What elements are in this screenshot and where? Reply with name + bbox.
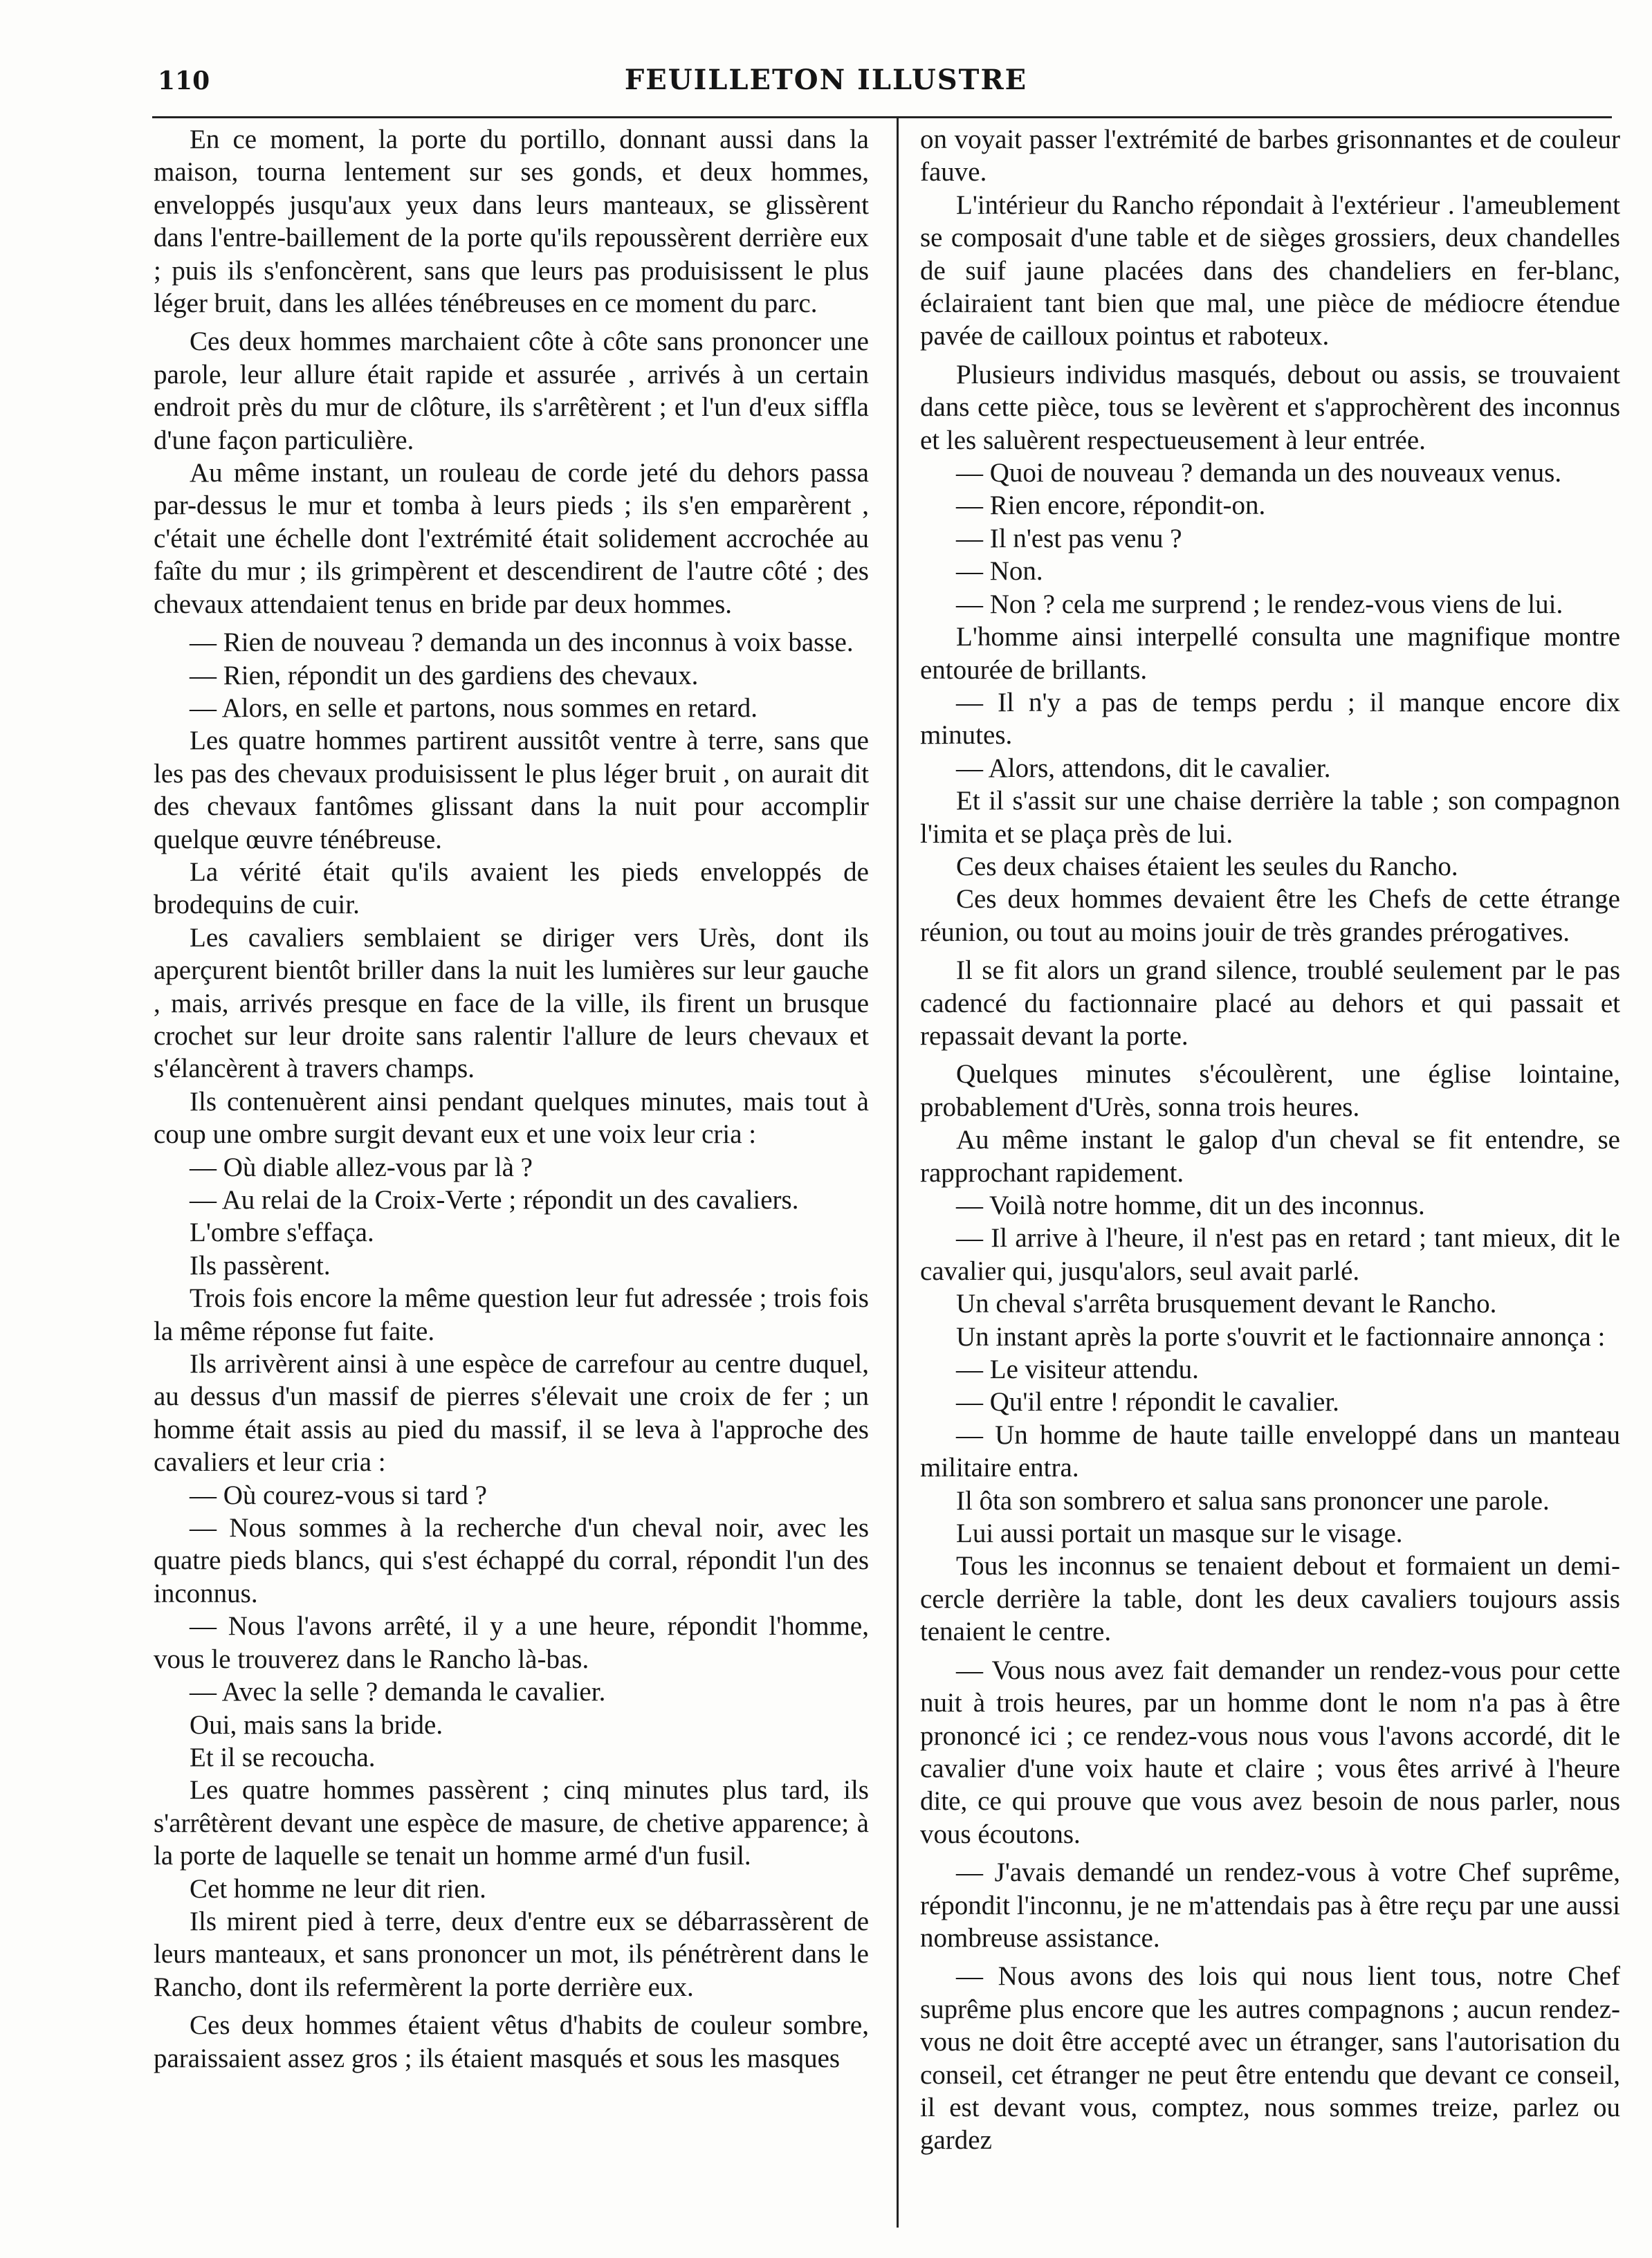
paragraph: — Nous sommes à la recherche d'un cheval noir, avec les quatre pieds blancs, qui s'est échappé du corral, répondit l'un des inconnus. xyxy=(154,1513,869,1608)
paragraph: — Il n'y a pas de temps perdu ; il manque encore dix minutes. xyxy=(920,687,1620,751)
paragraph: Trois fois encore la même question leur fut adressée ; trois fois la même réponse fut faite. xyxy=(154,1283,869,1346)
paragraph: — Qu'il entre ! répondit le cavalier. xyxy=(956,1387,1339,1417)
page-title: FEUILLETON ILLUSTRE xyxy=(624,64,1028,96)
paragraph: Un cheval s'arrêta brusquement devant le Rancho. xyxy=(956,1289,1497,1319)
paragraph: Les quatre hommes partirent aussitôt ventre à terre, sans que les pas des chevaux produisissent le plus léger bruit , on aurait dit des chevaux fantômes glissant dans la nuit pour accomplir quelque œuvre ténébreuse. xyxy=(154,726,869,854)
page-number: 110 xyxy=(158,66,210,95)
paragraph: Tous les inconnus se tenaient debout et formaient un demi-cercle derrière la table, dont les deux cavaliers toujours assis tenaient le centre. xyxy=(920,1551,1620,1647)
paragraph: Les cavaliers semblaient se diriger vers Urès, dont ils aperçurent bientôt briller dans la nuit les lumières sur leur gauche , mais, arrivés presque en face de la ville, ils firent un brusque crochet sur leur droite sans ralentir l'allure de leurs chevaux et s'élancèrent à travers champs. xyxy=(154,922,869,1084)
paragraph: Au même instant, un rouleau de corde jeté du dehors passa par-dessus le mur et tomba à leurs pieds ; ils s'en emparèrent , c'était une échelle dont l'extrémité était solidement accrochée au faîte du mur ; ils grimpèrent et descendirent de l'autre côté ; des chevaux attendaient tenus en bride par deux hommes. xyxy=(154,458,869,619)
paragraph: — Il arrive à l'heure, il n'est pas en retard ; tant mieux, dit le cavalier qui, jusqu'alors, seul avait parlé. xyxy=(920,1223,1620,1286)
paragraph: Ces deux hommes marchaient côte à côte sans prononcer une parole, leur allure était rapide et assurée , arrivés à un certain endroit près du mur de clôture, ils s'arrêtèrent ; et l'un d'eux siffla d'une façon particulière. xyxy=(154,327,869,455)
paragraph: L'homme ainsi interpellé consulta une magnifique montre entourée de brillants. xyxy=(920,622,1620,685)
paragraph: — Au relai de la Croix-Verte ; répondit un des cavaliers. xyxy=(190,1185,799,1215)
paragraph: Lui aussi portait un masque sur le visage. xyxy=(956,1518,1403,1549)
paragraph: Plusieurs individus masqués, debout ou assis, se trouvaient dans cette pièce, tous se levèrent et s'approchèrent des inconnus et les saluèrent respectueusement à leur entrée. xyxy=(920,359,1620,455)
paragraph: on voyait passer l'extrémité de barbes grisonnantes et de couleur fauve. xyxy=(920,125,1620,187)
paragraph: — Le visiteur attendu. xyxy=(956,1355,1199,1385)
paragraph: — Voilà notre homme, dit un des inconnus. xyxy=(956,1191,1425,1220)
paragraph: Quelques minutes s'écoulèrent, une église lointaine, probablement d'Urès, sonna trois heures. xyxy=(920,1059,1620,1122)
right-column xyxy=(920,123,1620,2226)
paragraph: Ils mirent pied à terre, deux d'entre eux se débarrassèrent de leurs manteaux, et sans prononcer un mot, ils pénétrèrent dans le Rancho, dont ils refermèrent la porte derrière eux. xyxy=(154,1906,869,2002)
paragraph: — Où diable allez-vous par là ? xyxy=(190,1152,533,1182)
paragraph: — Nous avons des lois qui nous lient tous, notre Chef suprême plus encore que les autres compagnons ; aucun rendez-vous ne doit être accepté avec un étranger, sans l'autorisation du conseil, cet étranger ne peut être entendu que devant ce conseil, il est devant vous, comptez, nous sommes treize, parlez ou gardez xyxy=(920,1961,1620,2156)
paragraph: — Quoi de nouveau ? demanda un des nouveaux venus. xyxy=(956,458,1562,488)
paragraph: Et il se recoucha. xyxy=(190,1742,376,1772)
paragraph: Et il s'assit sur une chaise derrière la table ; son compagnon l'imita et se plaça près de lui. xyxy=(920,786,1620,849)
paragraph: En ce moment, la porte du portillo, donnant aussi dans la maison, tourna lentement sur ses gonds, et deux hommes, enveloppés jusqu'aux yeux dans leurs manteaux, se glissèrent dans l'entre-baillement de la porte qu'ils repoussèrent derrière eux ; puis ils s'enfoncèrent, sans que leurs pas produisissent le plus léger bruit, dans les allées ténébreuses en ce moment du parc. xyxy=(154,125,869,319)
paragraph: Ils arrivèrent ainsi à une espèce de carrefour au centre duquel, au dessus d'un massif de pierres s'élevait une croix de fer ; un homme était assis au pied du massif, il se leva à l'approche des cavaliers et leur cria : xyxy=(154,1349,869,1478)
paragraph: L'intérieur du Rancho répondait à l'extérieur . l'ameublement se composait d'une table et de sièges grossiers, deux chandelles de suif jaune placées dans des chandeliers en fer-blanc, éclairaient tant bien que mal, une pièce de médiocre étendue pavée de cailloux pointus et raboteux. xyxy=(920,190,1620,351)
paragraph: — Il n'est pas venu ? xyxy=(956,523,1182,553)
paragraph: Au même instant le galop d'un cheval se fit entendre, se rapprochant rapidement. xyxy=(920,1125,1620,1188)
column-divider xyxy=(897,118,899,2228)
paragraph: La vérité était qu'ils avaient les pieds enveloppés de brodequins de cuir. xyxy=(154,856,869,920)
paragraph: — Rien de nouveau ? demanda un des inconnus à voix basse. xyxy=(190,627,854,658)
paragraph: Oui, mais sans la bride. xyxy=(190,1709,443,1740)
left-column xyxy=(154,123,869,2226)
paragraph: — J'avais demandé un rendez-vous à votre Chef suprême, répondit l'inconnu, je ne m'attendais pas à être reçu par une aussi nombreuse assistance. xyxy=(920,1857,1620,1953)
paragraph: — Rien encore, répondit-on. xyxy=(956,490,1266,521)
paragraph: — Nous l'avons arrêté, il y a une heure, répondit l'homme, vous le trouverez dans le Rancho là-bas. xyxy=(154,1611,869,1674)
header-rule xyxy=(152,116,1612,118)
paragraph: Un instant après la porte s'ouvrit et le factionnaire annonça : xyxy=(956,1321,1606,1352)
paragraph: — Où courez-vous si tard ? xyxy=(190,1480,487,1510)
paragraph: L'ombre s'effaça. xyxy=(190,1218,374,1248)
paragraph: Ces deux hommes devaient être les Chefs de cette étrange réunion, ou tout au moins jouir de très grandes prérogatives. xyxy=(920,884,1620,947)
paragraph: Ils contenuèrent ainsi pendant quelques minutes, mais tout à coup une ombre surgit devant eux et une voix leur cria : xyxy=(154,1086,869,1150)
paragraph: — Alors, en selle et partons, nous sommes en retard. xyxy=(190,692,758,723)
paragraph: Ils passèrent. xyxy=(190,1250,331,1281)
paragraph: Cet homme ne leur dit rien. xyxy=(190,1873,486,1904)
paragraph: Il se fit alors un grand silence, troublé seulement par le pas cadencé du factionnaire placé au dehors et qui passait et repassait devant la porte. xyxy=(920,955,1620,1051)
paragraph: — Rien, répondit un des gardiens des chevaux. xyxy=(190,660,699,690)
paragraph: — Non. xyxy=(956,556,1043,587)
paragraph: — Alors, attendons, dit le cavalier. xyxy=(956,753,1331,783)
paragraph: — Vous nous avez fait demander un rendez-vous pour cette nuit à trois heures, par un homme dont le nom n'a pas à être prononcé ici ; ce rendez-vous nous vous l'avons accordé, dit le cavalier d'une voix haute et claire ; vous êtes arrivé à l'heure dite, ce qui prouve que vous avez besoin de nous parler, nous vous écoutons. xyxy=(920,1655,1620,1849)
paragraph: — Avec la selle ? demanda le cavalier. xyxy=(190,1677,606,1707)
paragraph: Ces deux hommes étaient vêtus d'habits de couleur sombre, paraissaient assez gros ; ils étaient masqués et sous les masques xyxy=(154,2010,869,2073)
paragraph: — Non ? cela me surprend ; le rendez-vous viens de lui. xyxy=(956,589,1563,619)
paragraph: — Un homme de haute taille enveloppé dans un manteau militaire entra. xyxy=(920,1420,1620,1483)
paragraph: Les quatre hommes passèrent ; cinq minutes plus tard, ils s'arrêtèrent devant une espèce de masure, de chetive apparence; à la porte de laquelle se tenait un homme armé d'un fusil. xyxy=(154,1775,869,1871)
paragraph: Ces deux chaises étaient les seules du Rancho. xyxy=(956,851,1458,881)
paragraph: Il ôta son sombrero et salua sans prononcer une parole. xyxy=(956,1485,1550,1516)
